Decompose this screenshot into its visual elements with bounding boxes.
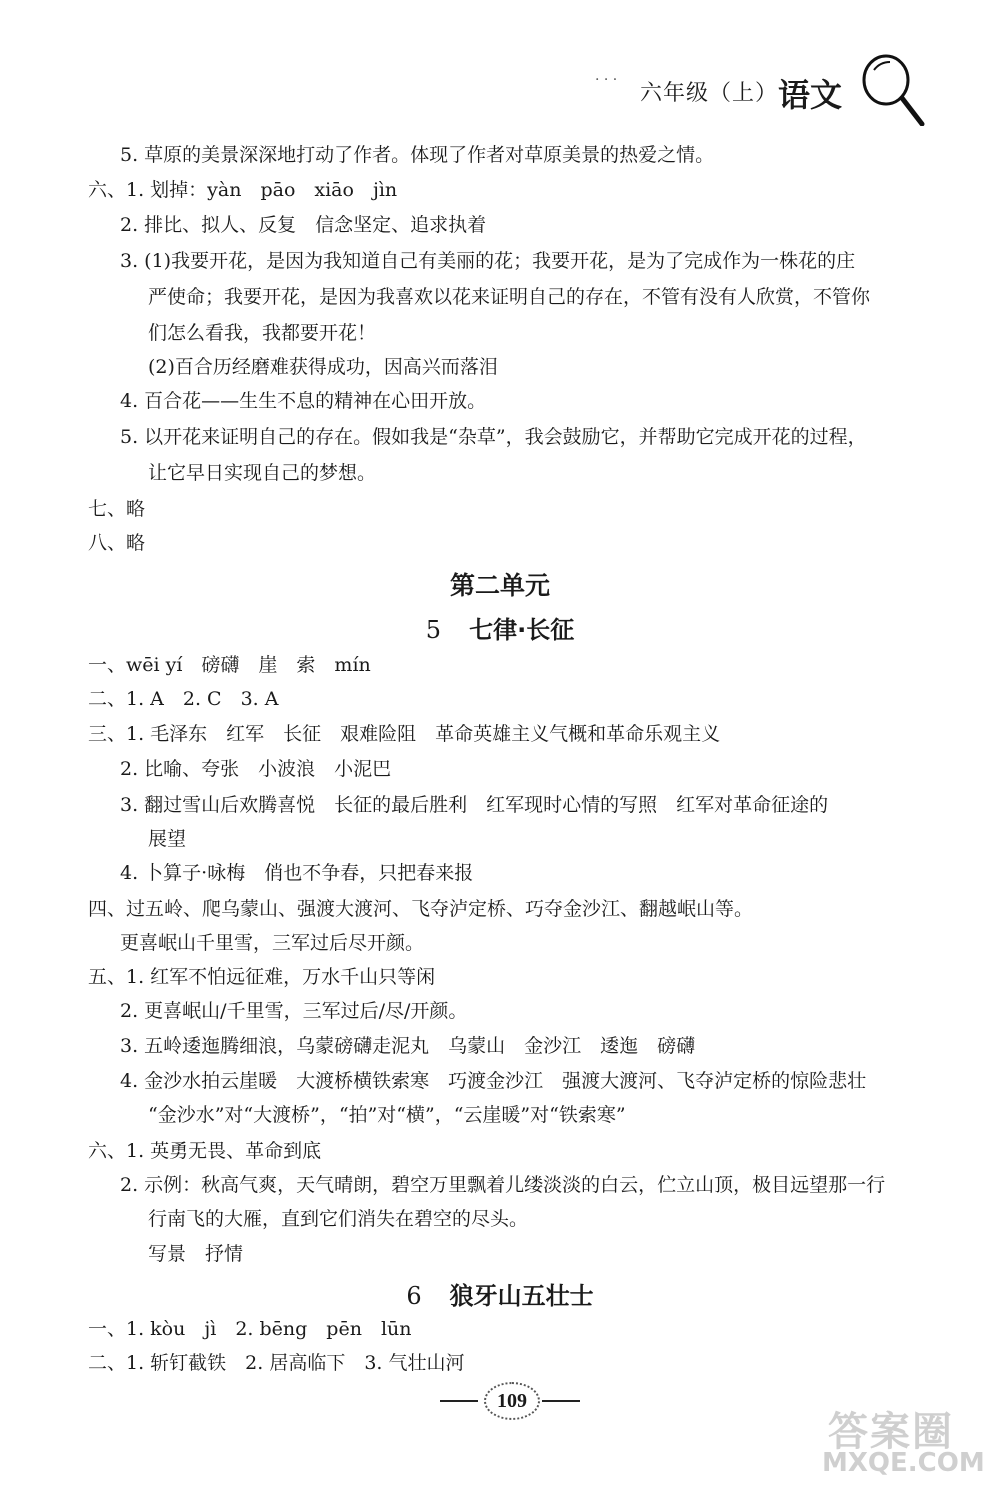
lesson-number: 6 xyxy=(406,1282,422,1310)
answer-line: “金沙水”对“大渡桥”，“拍”对“横”，“云崖暖”对“铁索寒” xyxy=(148,1104,626,1126)
header-grade: 六年级（上） xyxy=(640,81,779,106)
answer-line: 4. 卜算子·咏梅 俏也不争春，只把春来报 xyxy=(120,862,474,884)
lesson-title xyxy=(0,1276,1000,1311)
answer-line: 严使命；我要开花，是因为我喜欢以花来证明自己的存在，不管有没有人欣赏，不管你 xyxy=(148,286,871,308)
answer-line: 5. 以开花来证明自己的存在。假如我是“杂草”，我会鼓励它，并帮助它完成开花的过程， xyxy=(120,426,867,448)
answer-line: 们怎么看我，我都要开花！ xyxy=(148,322,377,344)
header-dots: · · · xyxy=(595,72,618,88)
answer-line: 4. 百合花——生生不息的精神在心田开放。 xyxy=(120,390,487,412)
lesson-name: 七律·长征 xyxy=(469,616,575,644)
answer-line: 一、1. kòu jì 2. bēng pēn lūn xyxy=(88,1318,412,1340)
answer-line: 更喜岷山千里雪，三军过后尽开颜。 xyxy=(120,932,425,954)
footer-rule-left xyxy=(440,1400,478,1402)
answer-line: 3. 五岭逶迤腾细浪，乌蒙磅礴走泥丸 乌蒙山 金沙江 逶迤 磅礴 xyxy=(120,1035,696,1057)
answer-line: 2. 排比、拟人、反复 信念坚定、追求执着 xyxy=(120,214,487,236)
answer-line: 2. 比喻、夸张 小波浪 小泥巴 xyxy=(120,758,392,780)
answer-line: 3. 翻过雪山后欢腾喜悦 长征的最后胜利 红军现时心情的写照 红军对革命征途的 xyxy=(120,794,829,816)
answer-line: 八、略 xyxy=(88,532,146,554)
magnifier-icon xyxy=(852,46,932,126)
answer-line: 5. 草原的美景深深地打动了作者。体现了作者对草原美景的热爱之情。 xyxy=(120,144,715,166)
answer-line: (2)百合历经磨难获得成功，因高兴而落泪 xyxy=(148,356,498,378)
answer-line: 3. (1)我要开花，是因为我知道自己有美丽的花；我要开花，是为了完成作为一株花的庄 xyxy=(120,250,856,272)
lesson-number: 5 xyxy=(425,616,442,644)
answer-line: 4. 金沙水拍云崖暖 大渡桥横铁索寒 巧渡金沙江 强渡大渡河、飞夺泸定桥的惊险悲壮 xyxy=(120,1070,867,1092)
answer-line: 2. 更喜岷山/千里雪，三军过后/尽/开颜。 xyxy=(120,1000,468,1022)
answer-line: 二、1. A 2. C 3. A xyxy=(88,688,279,710)
answer-line: 二、1. 斩钉截铁 2. 居高临下 3. 气壮山河 xyxy=(88,1352,465,1374)
answer-line: 一、wēi yí 磅礴 崖 索 mín xyxy=(88,654,371,676)
answer-line: 2. 示例：秋高气爽，天气晴朗，碧空万里飘着儿缕淡淡的白云，伫立山顶，极目远望那一行 xyxy=(120,1174,886,1196)
page-number: 109 xyxy=(484,1382,540,1420)
answer-line: 三、1. 毛泽东 红军 长征 艰难险阻 革命英雄主义气概和革命乐观主义 xyxy=(88,723,721,745)
answer-line: 四、过五岭、爬乌蒙山、强渡大渡河、飞夺泸定桥、巧夺金沙江、翻越岷山等。 xyxy=(88,898,754,920)
footer-rule-right xyxy=(542,1400,580,1402)
watermark xyxy=(818,1400,998,1480)
answer-line: 让它早日实现自己的梦想。 xyxy=(148,462,377,484)
answer-line: 写景 抒情 xyxy=(148,1243,244,1265)
answer-line: 行南飞的大雁，直到它们消失在碧空的尽头。 xyxy=(148,1208,529,1230)
answer-line: 五、1. 红军不怕远征难，万水千山只等闲 xyxy=(88,966,436,988)
watermark-cn: 答案圈 xyxy=(828,1409,954,1455)
answer-line: 七、略 xyxy=(88,498,146,520)
answer-line: 六、1. 英勇无畏、革命到底 xyxy=(88,1140,322,1162)
page-header xyxy=(595,70,940,130)
page-footer xyxy=(440,1380,580,1420)
watermark-en: MXQE.COM xyxy=(822,1448,985,1478)
lesson-name: 狼牙山五壮士 xyxy=(449,1282,594,1310)
header-subject: 语文 xyxy=(778,76,843,114)
answer-line: 展望 xyxy=(148,828,187,850)
answer-line: 六、1. 划掉：yàn pāo xiāo jìn xyxy=(88,179,398,201)
lesson-title xyxy=(0,610,1000,645)
unit-title: 第二单元 xyxy=(449,571,550,600)
